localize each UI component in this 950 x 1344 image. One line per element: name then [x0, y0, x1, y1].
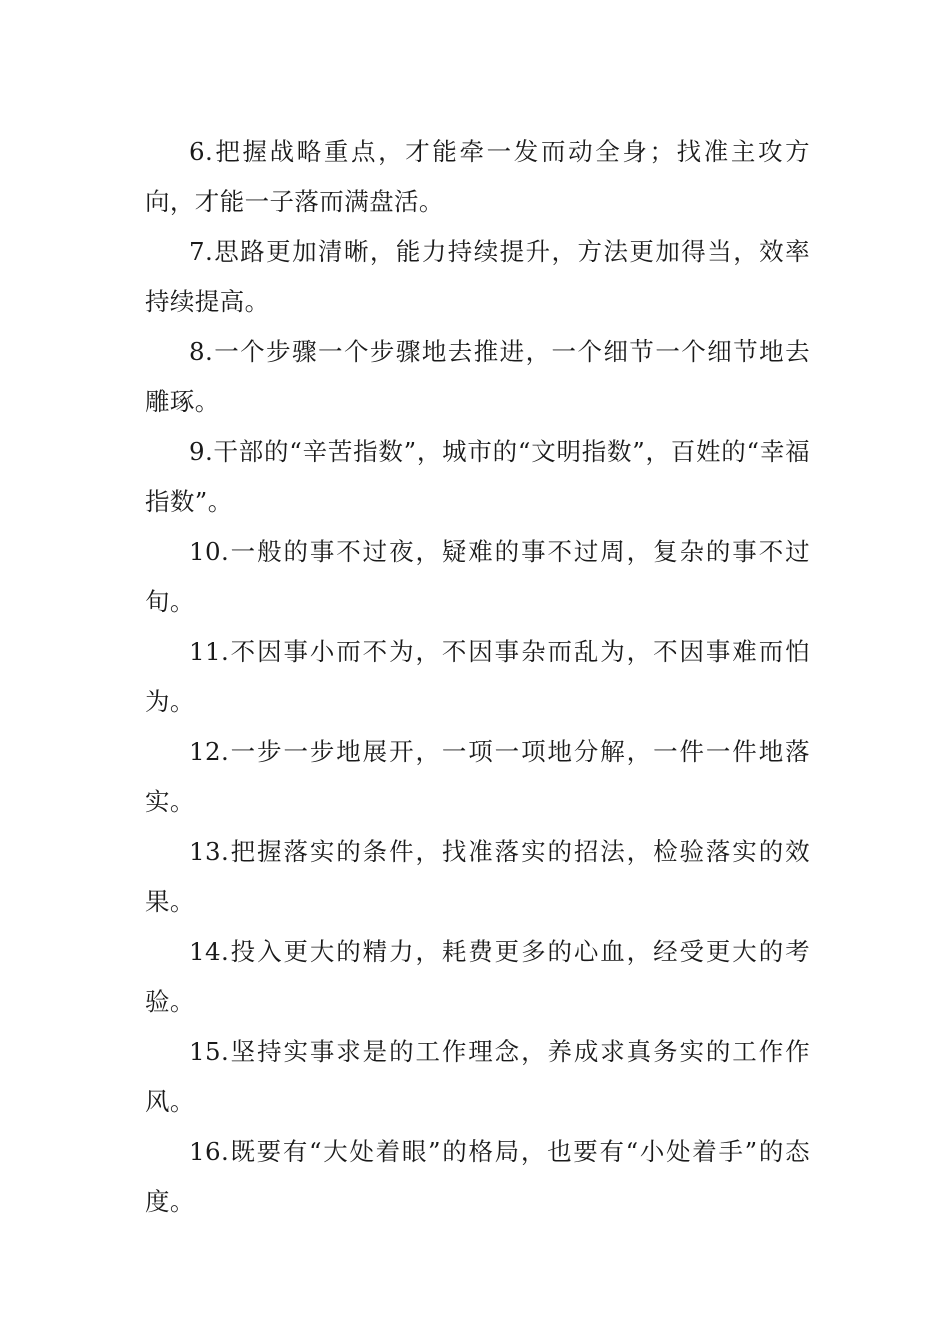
list-item: 13.把握落实的条件，找准落实的招法，检验落实的效果。 — [145, 837, 810, 916]
document-body — [145, 127, 810, 1227]
list-item: 6.把握战略重点，才能牵一发而动全身；找准主攻方向，才能一子落而满盘活。 — [145, 137, 810, 216]
list-item: 11.不因事小而不为，不因事杂而乱为，不因事难而怕为。 — [145, 637, 810, 716]
list-item: 8.一个步骤一个步骤地去推进，一个细节一个细节地去雕琢。 — [145, 337, 810, 416]
list-item: 10.一般的事不过夜，疑难的事不过周，复杂的事不过旬。 — [145, 537, 810, 616]
list-item: 12.一步一步地展开，一项一项地分解，一件一件地落实。 — [145, 737, 810, 816]
list-item: 14.投入更大的精力，耗费更多的心血，经受更大的考验。 — [145, 937, 810, 1016]
list-item: 7.思路更加清晰，能力持续提升，方法更加得当，效率持续提高。 — [145, 237, 810, 316]
list-item: 16.既要有“大处着眼”的格局，也要有“小处着手”的态度。 — [145, 1137, 810, 1216]
list-item: 9.干部的“辛苦指数”，城市的“文明指数”，百姓的“幸福指数”。 — [145, 437, 810, 516]
list-item: 15.坚持实事求是的工作理念，养成求真务实的工作作风。 — [145, 1037, 810, 1116]
